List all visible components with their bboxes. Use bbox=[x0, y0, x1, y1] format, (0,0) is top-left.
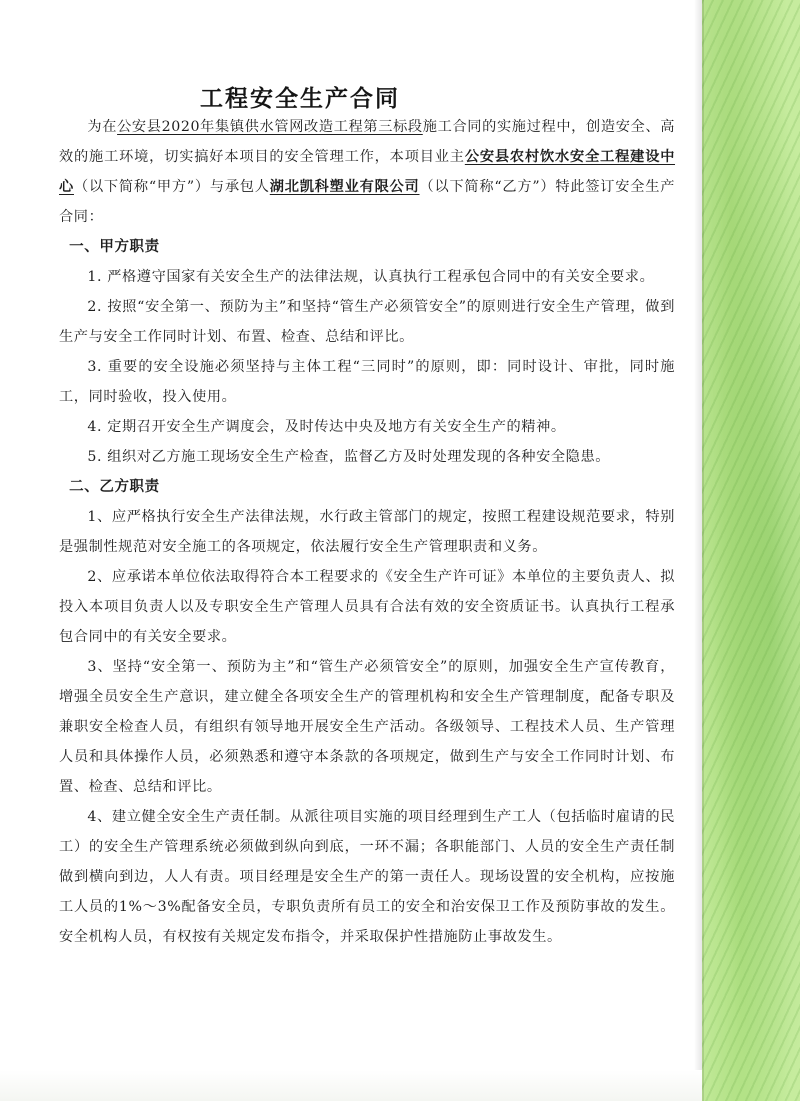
document-title: 工程安全生产合同 bbox=[200, 86, 400, 112]
party-a-item: 5. 组织对乙方施工现场安全生产检查，监督乙方及时处理发现的各种安全隐患。 bbox=[87, 449, 611, 465]
party-b-item: 4、建立健全安全生产责任制。从派往项目实施的项目经理到生产工人（包括临时雇请的民工）的安全生产管理系统必须做到纵向到底，一环不漏；各职能部门、人员的安全生产责任制做到横向到边，人人有责。项目经理是安全生产的第一责任人。现场设置的安全机构，应按施工人员的1%～3%配备安全员，专职负责所有员工的安全和治安保卫工作及预防事故的发生。安全机构人员，有权按有关规定发布指令，并采取保护性措施防止事故发生。 bbox=[59, 809, 675, 945]
party-b-item: 1、应严格执行安全生产法律法规，水行政主管部门的规定，按照工程建设规范要求，特别是强制性规范对安全施工的各项规定，依法履行安全生产管理职责和义务。 bbox=[59, 509, 675, 555]
section-heading-party-b: 二、乙方职责 bbox=[69, 479, 160, 495]
contractor-name: 湖北凯科塑业有限公司 bbox=[269, 179, 420, 195]
intro-suffix: （以下简称“乙方”）特此签订安全生产合同： bbox=[59, 179, 675, 225]
section-heading-party-a: 一、甲方职责 bbox=[69, 239, 160, 255]
document-body bbox=[59, 112, 675, 952]
intro-paragraph bbox=[59, 112, 675, 232]
party-b-item: 2、应承诺本单位依法取得符合本工程要求的《安全生产许可证》本单位的主要负责人、拟投入本项目负责人以及专职安全生产管理人员具有合法有效的安全资质证书。认真执行工程承包合同中的有关安全要求。 bbox=[59, 569, 675, 645]
party-b-item: 3、坚持“安全第一、预防为主”和“管生产必须管安全”的原则，加强安全生产宣传教育，增强全员安全生产意识，建立健全各项安全生产的管理机构和安全生产管理制度，配备专职及兼职安全检查人员，有组织有领导地开展安全生产活动。各级领导、工程技术人员、生产管理人员和具体操作人员，必须熟悉和遵守本条款的各项规定，做到生产与安全工作同时计划、布置、检查、总结和评比。 bbox=[59, 659, 675, 795]
party-a-item: 4. 定期召开安全生产调度会，及时传达中央及地方有关安全生产的精神。 bbox=[87, 419, 566, 435]
intro-prefix: 为在 bbox=[87, 119, 118, 135]
party-a-item: 2. 按照“安全第一、预防为主”和坚持“管生产必须管安全”的原则进行安全生产管理，做到生产与安全工作同时计划、布置、检查、总结和评比。 bbox=[59, 299, 675, 345]
party-a-item: 1. 严格遵守国家有关安全生产的法律法规，认真执行工程承包合同中的有关安全要求。 bbox=[87, 269, 655, 285]
party-a-item: 3. 重要的安全设施必须坚持与主体工程“三同时”的原则，即：同时设计、审批，同时施工，同时验收，投入使用。 bbox=[59, 359, 675, 405]
project-name: 公安县2020年集镇供水管网改造工程第三标段 bbox=[117, 119, 423, 135]
intro-text-2: （以下简称“甲方”）与承包人 bbox=[73, 179, 270, 195]
owner-name: 公安县农村饮水安全工程建设中心 bbox=[59, 149, 676, 195]
intro-text-1: 施工合同的实施过程中，创造安全、高效的施工环境，切实搞好本项目的安全管理工作，本项目业主 bbox=[59, 119, 675, 165]
green-cover-edge bbox=[702, 0, 800, 1101]
